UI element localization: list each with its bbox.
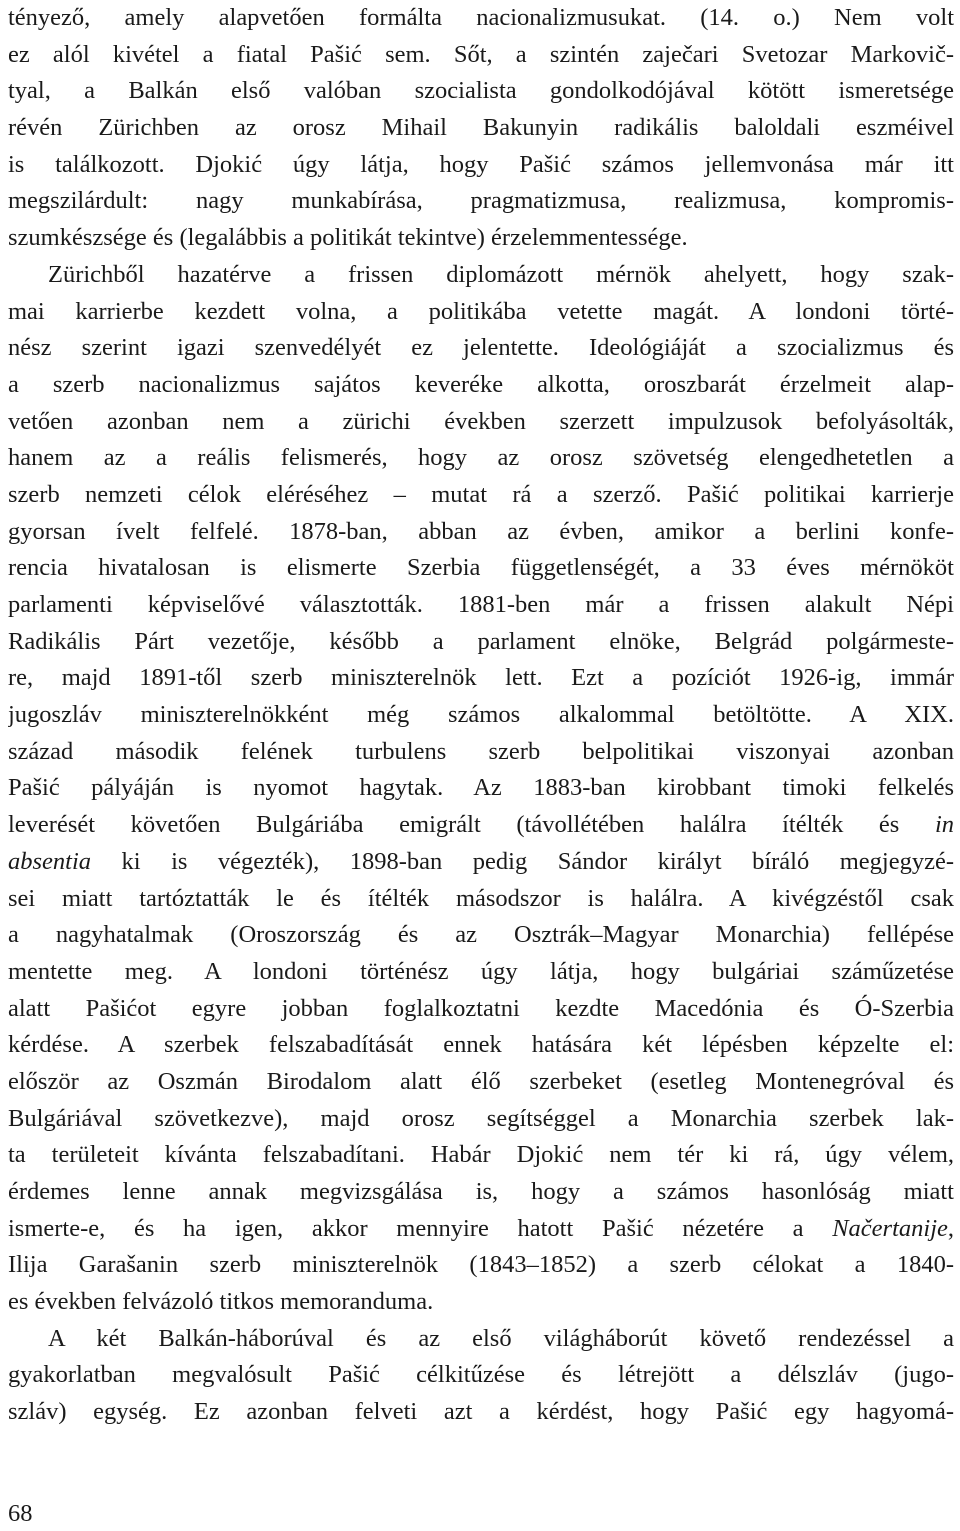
page-number: 68 xyxy=(8,1500,33,1527)
text-line xyxy=(8,37,954,74)
text-segment: révén Zürichben az orosz Mihail Bakunyin radikális baloldali eszméivel xyxy=(8,114,954,142)
text-line xyxy=(8,550,954,587)
text-segment: es években felvázoló titkos memoranduma. xyxy=(8,1288,434,1316)
text-segment: a nagyhatalmak (Oroszország és az Osztrák–Magyar Monarchia) fellépése xyxy=(8,921,954,949)
text-line xyxy=(8,477,954,514)
text-line xyxy=(8,954,954,991)
text-segment: Bulgáriával szövetkezve), majd orosz segítséggel a Monarchia szerbek lak- xyxy=(8,1104,954,1132)
text-line xyxy=(8,183,954,220)
text-line xyxy=(8,110,954,147)
text-line xyxy=(8,440,954,477)
text-segment: is találkozott. Djokić úgy látja, hogy Pašić számos jellemvonása már itt xyxy=(8,150,954,178)
text-line xyxy=(8,257,954,294)
text-segment: jugoszláv miniszterelnökként még számos alkalommal betöltötte. A XIX. xyxy=(8,701,954,729)
text-segment: rencia hivatalosan is elismerte Szerbia függetlenségét, a 33 éves mérnököt xyxy=(8,554,954,582)
text-segment: ismerte-e, és ha igen, akkor mennyire hatott Pašić nézetére a xyxy=(8,1214,833,1242)
text-line xyxy=(8,770,954,807)
text-line xyxy=(8,917,954,954)
text-segment: vetően azonban nem a zürichi években szerzett impulzusok befolyásolták, xyxy=(8,407,954,435)
text-segment: nész szerint igazi szenvedélyét ez jelentette. Ideológiáját a szocializmus és xyxy=(8,334,954,362)
text-segment: re, majd 1891-től szerb miniszterelnök lett. Ezt a pozíciót 1926-ig, immár xyxy=(8,664,954,692)
text-segment: először az Oszmán Birodalom alatt élő szerbeket (esetleg Montenegróval és xyxy=(8,1067,954,1095)
text-segment: szumkészsége és (legalábbis a politikát tekintve) érzelemmentessége. xyxy=(8,224,688,252)
text-segment: mentette meg. A londoni történész úgy látja, hogy bulgáriai száműzetése xyxy=(8,957,954,985)
text-segment: szláv) egység. Ez azonban felveti azt a kérdést, hogy Pašić egy hagyomá- xyxy=(8,1398,954,1426)
text-line xyxy=(8,1137,954,1174)
text-segment: gyorsan ívelt felfelé. 1878-ban, abban az évben, amikor a berlini konfe- xyxy=(8,517,954,545)
text-line xyxy=(8,660,954,697)
text-line xyxy=(8,1211,954,1248)
text-segment: tyal, a Balkán első valóban szocialista gondolkodójával kötött ismeretsége xyxy=(8,77,954,105)
text-segment: Radikális Párt vezetője, később a parlament elnöke, Belgrád polgármeste- xyxy=(8,627,954,655)
text-line xyxy=(8,1174,954,1211)
text-line xyxy=(8,697,954,734)
text-segment: parlamenti képviselővé választották. 1881-ben már a frissen alakult Népi xyxy=(8,591,954,618)
text-segment: leverését követően Bulgáriába emigrált (távollétében halálra ítélték és xyxy=(8,811,935,839)
text-segment: alatt Pašićot egyre jobban foglalkoztatni kezdte Macedónia és Ó-Szerbia xyxy=(8,994,954,1022)
text-line xyxy=(8,1027,954,1064)
italic-text-segment: Načertanije xyxy=(832,1214,948,1242)
text-segment: század második felének turbulens szerb belpolitikai viszonyai azonban xyxy=(8,737,954,765)
text-line xyxy=(8,624,954,661)
text-segment: a szerb nacionalizmus sajátos keveréke alkotta, oroszbarát érzelmeit alap- xyxy=(8,370,954,398)
text-segment: tényező, amely alapvetően formálta nacionalizmusukat. (14. o.) Nem volt xyxy=(8,4,954,31)
text-line xyxy=(8,1247,954,1284)
body-text xyxy=(8,0,954,1431)
text-line xyxy=(8,587,954,624)
text-segment: Ilija Garašanin szerb miniszterelnök (1843–1852) a szerb célokat a 1840- xyxy=(8,1251,954,1279)
text-segment: hanem az a reális felismerés, hogy az orosz szövetség elengedhetetlen a xyxy=(8,444,954,472)
text-segment: sei miatt tartóztatták le és ítélték másodszor is halálra. A kivégzéstől csak xyxy=(8,884,954,912)
text-line xyxy=(8,514,954,551)
text-segment: ta területeit kívánta felszabadítani. Habár Djokić nem tér ki rá, úgy vélem, xyxy=(8,1141,954,1169)
text-line xyxy=(8,73,954,110)
text-segment: megszilárdult: nagy munkabírása, pragmatizmusa, realizmusa, kompromis- xyxy=(8,187,954,215)
text-line xyxy=(8,1357,954,1394)
text-line xyxy=(8,1064,954,1101)
text-line xyxy=(8,294,954,331)
text-segment: gyakorlatban megvalósult Pašić célkitűzése és létrejött a délszláv (jugo- xyxy=(8,1361,954,1389)
text-segment: ki is végezték), 1898-ban pedig Sándor királyt bíráló megjegyzé- xyxy=(91,847,954,875)
text-line xyxy=(8,734,954,771)
text-line xyxy=(8,881,954,918)
text-segment: Pašić pályáján is nyomot hagytak. Az 1883-ban kirobbant timoki felkelés xyxy=(8,774,954,802)
text-line xyxy=(8,1101,954,1138)
text-line xyxy=(8,1321,954,1358)
text-segment: mai karrierbe kezdett volna, a politikába vetette magát. A londoni törté- xyxy=(8,297,954,325)
text-line xyxy=(8,220,954,257)
text-line xyxy=(8,147,954,184)
text-line xyxy=(8,367,954,404)
text-line xyxy=(8,1284,954,1321)
text-segment: szerb nemzeti célok eléréséhez – mutat rá a szerző. Pašić politikai karrierje xyxy=(8,480,954,508)
text-segment: érdemes lenne annak megvizsgálása is, hogy a számos hasonlóság miatt xyxy=(8,1178,954,1205)
text-line xyxy=(8,0,954,37)
text-line xyxy=(8,1394,954,1431)
text-line xyxy=(8,404,954,441)
text-line xyxy=(8,330,954,367)
text-segment: kérdése. A szerbek felszabadítását ennek hatására két lépésben képzelte el: xyxy=(8,1031,954,1059)
italic-text-segment: absentia xyxy=(8,847,92,875)
text-segment: , xyxy=(947,1214,954,1242)
italic-text-segment: in xyxy=(934,811,954,839)
text-line xyxy=(8,991,954,1028)
text-line xyxy=(8,844,954,881)
text-segment: ez alól kivétel a fiatal Pašić sem. Sőt, a szintén zaječari Svetozar Markovič- xyxy=(8,40,954,68)
text-segment: Zürichből hazatérve a frissen diplomázott mérnök ahelyett, hogy szak- xyxy=(48,260,954,288)
text-segment: A két Balkán-háborúval és az első világháborút követő rendezéssel a xyxy=(48,1324,954,1352)
text-line xyxy=(8,807,954,844)
